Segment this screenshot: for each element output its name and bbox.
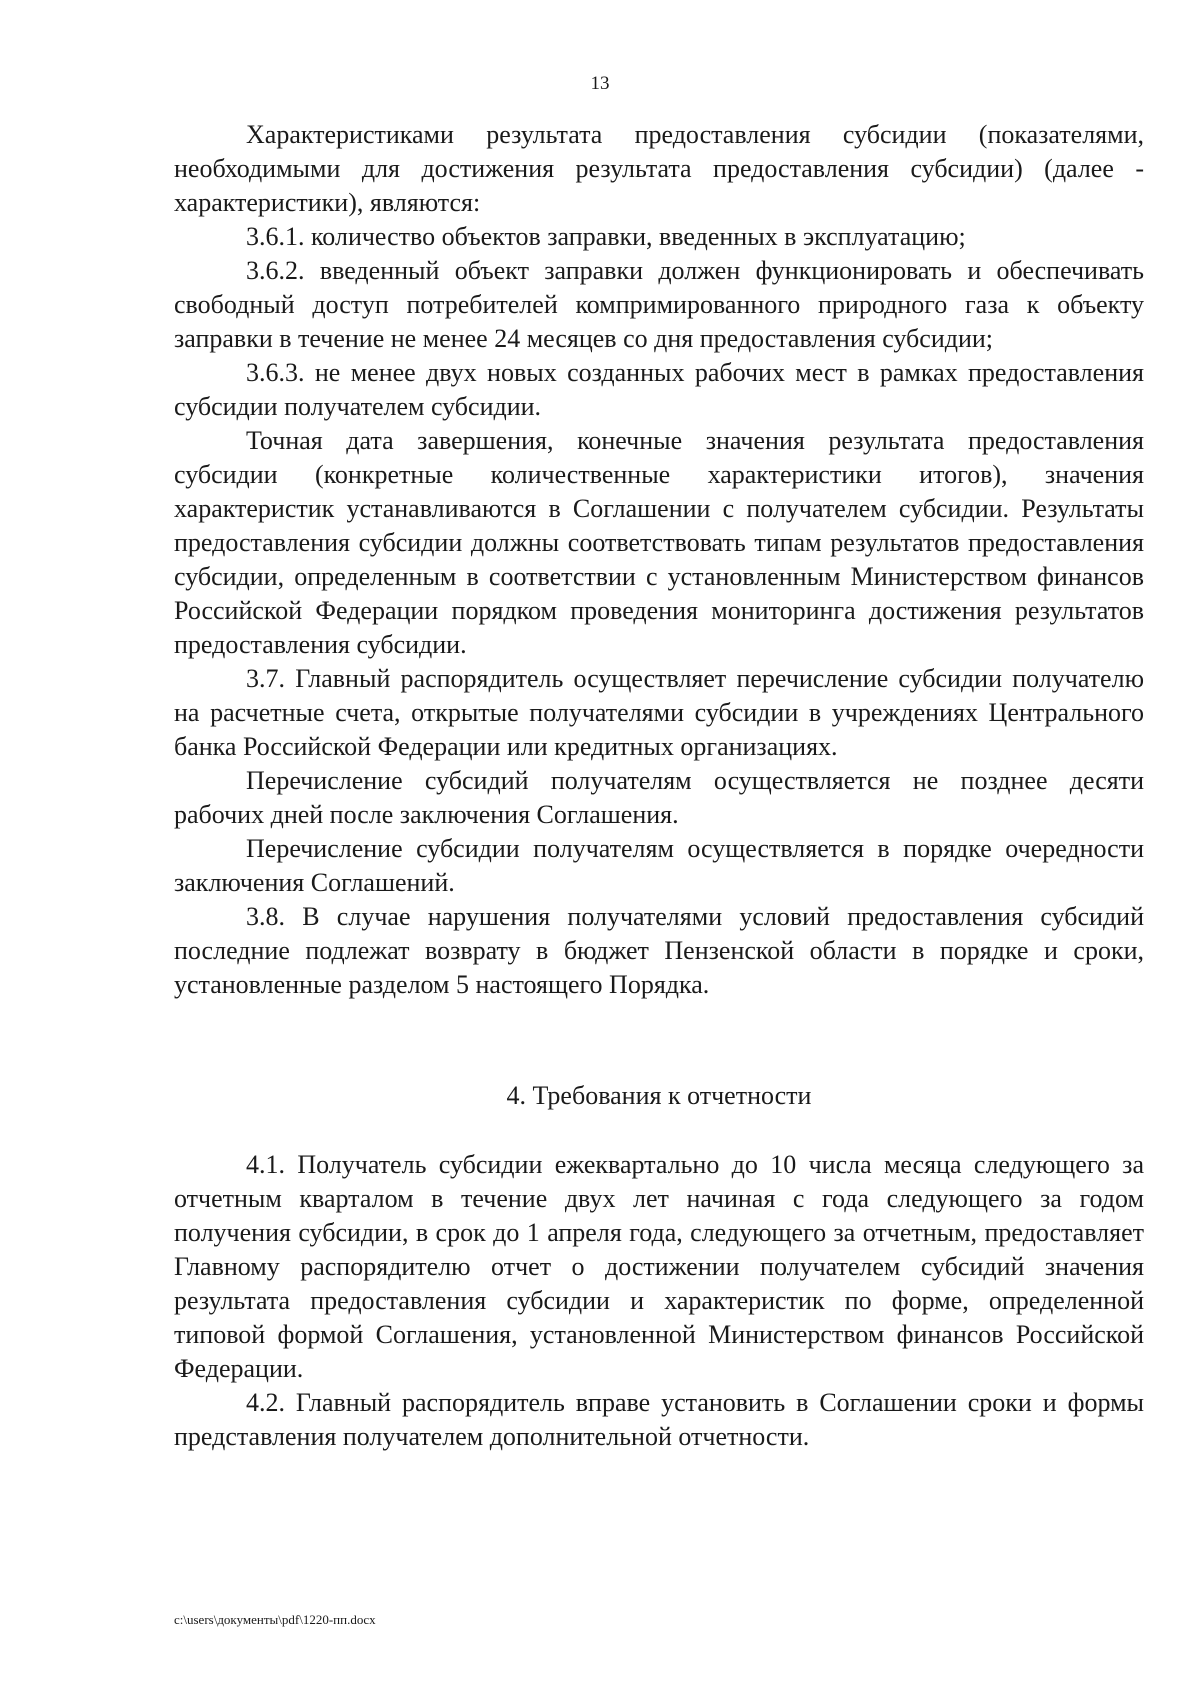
footer-file-path: c:\users\документы\pdf\1220-пп.docx — [174, 1612, 376, 1627]
paragraph-transfer-deadline: Перечисление субсидий получателям осуществляется не позднее десяти рабочих дней после заключения Соглашения. — [174, 766, 1144, 829]
paragraph-transfer-order: Перечисление субсидии получателям осуществляется в порядке очередности заключения Соглашений. — [174, 834, 1144, 897]
paragraph-characteristics-intro: Характеристиками результата предоставления субсидии (показателями, необходимыми для достижения результата предоставления субсидии) (далее - характеристики), являются: — [174, 120, 1144, 217]
paragraph-completion-date: Точная дата завершения, конечные значения результата предоставления субсидии (конкретные количественные характеристики итогов), значения характеристик устанавливаются в Соглашении с получателем субсидии. Результаты предоставления субсидии должны соответствовать типам результатов предоставления субсидии, определенным в соответствии с установленным Министерством финансов Российской Федерации порядком проведения мониторинга достижения результатов предоставления субсидии. — [174, 426, 1144, 659]
paragraph-4-2: 4.2. Главный распорядитель вправе установить в Соглашении сроки и формы представления получателем дополнительной отчетности. — [174, 1388, 1144, 1451]
paragraph-3-8: 3.8. В случае нарушения получателями условий предоставления субсидий последние подлежат возврату в бюджет Пензенской области в порядке и сроки, установленные разделом 5 настоящего Порядка. — [174, 902, 1144, 999]
section-heading-reporting: 4. Требования к отчетности — [506, 1081, 812, 1110]
document-body — [174, 118, 1144, 1454]
paragraph-4-1: 4.1. Получатель субсидии ежеквартально до 10 числа месяца следующего за отчетным кварталом в течение двух лет начиная с года следующего за годом получения субсидии, в срок до 1 апреля года, следующего за отчетным, предоставляет Главному распорядителю отчет о достижении получателем субсидий значения результата предоставления субсидии и характеристик по форме, определенной типовой формой Соглашения, установленной Министерством финансов Российской Федерации. — [174, 1150, 1144, 1383]
paragraph-3-6-3: 3.6.3. не менее двух новых созданных рабочих мест в рамках предоставления субсидии получателем субсидии. — [174, 358, 1144, 421]
page-number: 13 — [590, 73, 610, 94]
paragraph-3-6-1: 3.6.1. количество объектов заправки, введенных в эксплуатацию; — [246, 222, 966, 251]
paragraph-3-6-2: 3.6.2. введенный объект заправки должен функционировать и обеспечивать свободный доступ потребителей компримированного природного газа к объекту заправки в течение не менее 24 месяцев со дня предоставления субсидии; — [174, 256, 1144, 353]
paragraph-3-7: 3.7. Главный распорядитель осуществляет перечисление субсидии получателю на расчетные счета, открытые получателями субсидии в учреждениях Центрального банка Российской Федерации или кредитных организациях. — [174, 664, 1144, 761]
